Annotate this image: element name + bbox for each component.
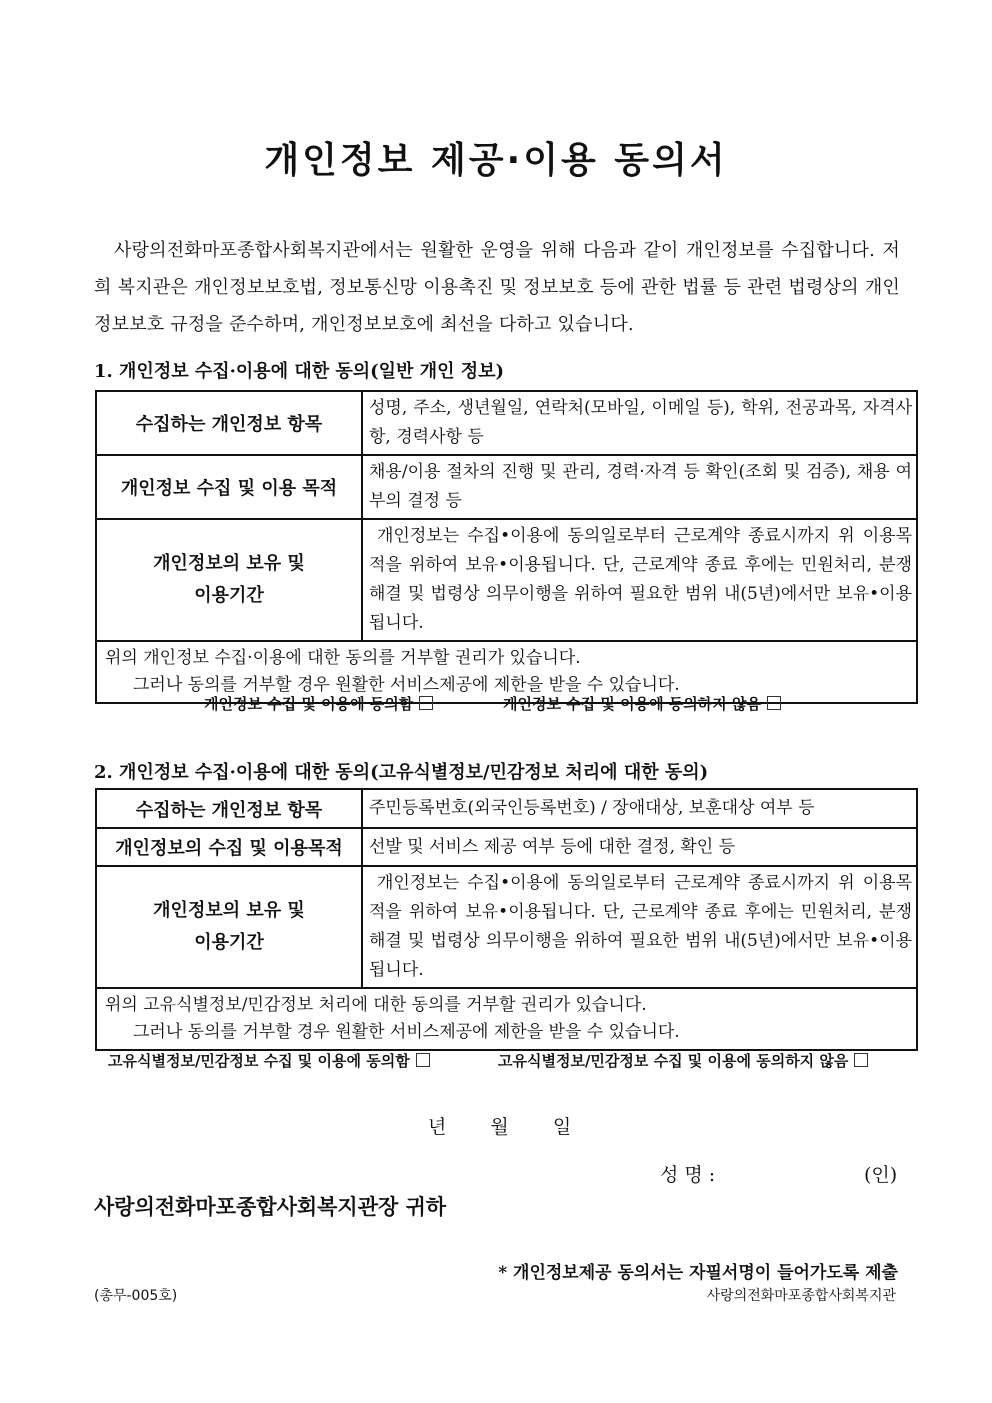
section1-table — [95, 390, 918, 704]
section2-purpose-value: 선발 및 서비스 제공 여부 등에 대한 결정, 확인 등 — [362, 828, 917, 866]
section1-row-purpose — [96, 455, 917, 519]
section2-retention-label-line2: 이용기간 — [194, 932, 264, 953]
section2-disagree-checkbox[interactable] — [854, 1053, 868, 1067]
form-number: (총무-005호) — [94, 1288, 178, 1304]
section2-agree-option[interactable] — [108, 1050, 430, 1071]
section2-row-items — [96, 789, 917, 828]
section1-heading: 1. 개인정보 수집·이용에 대한 동의(일반 개인 정보) — [94, 361, 505, 382]
section2-retention-label — [96, 866, 362, 988]
section1-row-retention — [96, 519, 917, 641]
section1-disagree-option[interactable] — [503, 693, 781, 714]
footnote: * 개인정보제공 동의서는 자필서명이 들어가도록 제출 — [498, 1263, 898, 1283]
section2-notice — [96, 988, 917, 1050]
section1-agree-option[interactable] — [204, 693, 433, 714]
section2-purpose-label: 개인정보의 수집 및 이용목적 — [96, 828, 362, 866]
section2-row-retention — [96, 866, 917, 988]
section1-disagree-label: 개인정보 수집 및 이용에 동의하지 않음 — [503, 695, 761, 713]
recipient: 사랑의전화마포종합사회복지관장 귀하 — [94, 1195, 447, 1219]
section1-purpose-label: 개인정보 수집 및 이용 목적 — [96, 455, 362, 519]
section1-retention-value: 개인정보는 수집•이용에 동의일로부터 근로계약 종료시까지 위 이용목적을 위하여 보유•이용됩니다. 단, 근로계약 종료 후에는 민원처리, 분쟁해결 및 법령상 의무이행을 위하여 필요한 범위 내(5년)에서만 보유•이용됩니다. — [362, 519, 917, 641]
section2-notice-line2: 그러나 동의를 거부할 경우 원활한 서비스제공에 제한을 받을 수 있습니다. — [133, 1022, 680, 1042]
section2-heading: 2. 개인정보 수집·이용에 대한 동의(고유식별정보/민감정보 처리에 대한 동의) — [94, 762, 709, 783]
section2-agree-label: 고유식별정보/민감정보 수집 및 이용에 동의함 — [108, 1052, 410, 1070]
signature-seal: (인) — [864, 1164, 898, 1186]
date-row — [428, 1112, 609, 1139]
section1-notice-line2: 그러나 동의를 거부할 경우 원활한 서비스제공에 제한을 받을 수 있습니다. — [133, 675, 680, 695]
section1-retention-label-line1: 개인정보의 보유 및 — [153, 553, 305, 574]
section1-items-label: 수집하는 개인정보 항목 — [96, 391, 362, 455]
section2-notice-line1: 위의 고유식별정보/민감정보 처리에 대한 동의를 거부할 권리가 있습니다. — [105, 995, 647, 1015]
date-month[interactable]: 월 — [490, 1116, 509, 1138]
org-footer: 사랑의전화마포종합사회복지관 — [706, 1288, 896, 1304]
section1-agree-checkbox[interactable] — [419, 696, 433, 710]
section1-retention-label — [96, 519, 362, 641]
section2-items-label: 수집하는 개인정보 항목 — [96, 789, 362, 828]
section2-retention-label-line1: 개인정보의 보유 및 — [153, 900, 305, 921]
section1-row-items — [96, 391, 917, 455]
section1-retention-label-line2: 이용기간 — [194, 585, 264, 606]
section2-retention-value: 개인정보는 수집•이용에 동의일로부터 근로계약 종료시까지 위 이용목적을 위하여 보유•이용됩니다. 단, 근로계약 종료 후에는 민원처리, 분쟁해결 및 법령상 의무이행을 위하여 필요한 범위 내(5년)에서만 보유•이용됩니다. — [362, 866, 917, 988]
section1-items-value: 성명, 주소, 생년월일, 연락처(모바일, 이메일 등), 학위, 전공과목, 자격사항, 경력사항 등 — [362, 391, 917, 455]
section1-disagree-checkbox[interactable] — [767, 696, 781, 710]
signature-name-label[interactable]: 성 명 : — [660, 1164, 716, 1186]
section2-disagree-label: 고유식별정보/민감정보 수집 및 이용에 동의하지 않음 — [498, 1052, 849, 1070]
section1-purpose-value: 채용/이용 절차의 진행 및 관리, 경력·자격 등 확인(조회 및 검증), 채용 여부의 결정 등 — [362, 455, 917, 519]
section2-items-value: 주민등록번호(외국인등록번호) / 장애대상, 보훈대상 여부 등 — [362, 789, 917, 828]
date-year[interactable]: 년 — [428, 1116, 447, 1138]
section2-row-notice — [96, 988, 917, 1050]
section1-notice-line1: 위의 개인정보 수집·이용에 대한 동의를 거부할 권리가 있습니다. — [105, 648, 581, 668]
date-day[interactable]: 일 — [552, 1116, 572, 1138]
section2-disagree-option[interactable] — [498, 1050, 868, 1071]
document-title: 개인정보 제공·이용 동의서 — [264, 140, 728, 181]
intro-paragraph: 사랑의전화마포종합사회복지관에서는 원활한 운영을 위해 다음과 같이 개인정보를 수집합니다. 저희 복지관은 개인정보보호법, 정보통신망 이용촉진 및 정보보호 등에 관한 법률 등 관련 법령상의 개인정보보호 규정을 준수하며, 개인정보보호에 최선을 다하고 있습니다. — [94, 240, 900, 335]
section2-row-purpose — [96, 828, 917, 866]
section1-agree-label: 개인정보 수집 및 이용에 동의함 — [204, 695, 414, 713]
section2-agree-checkbox[interactable] — [416, 1053, 430, 1067]
section2-table — [95, 788, 918, 1051]
